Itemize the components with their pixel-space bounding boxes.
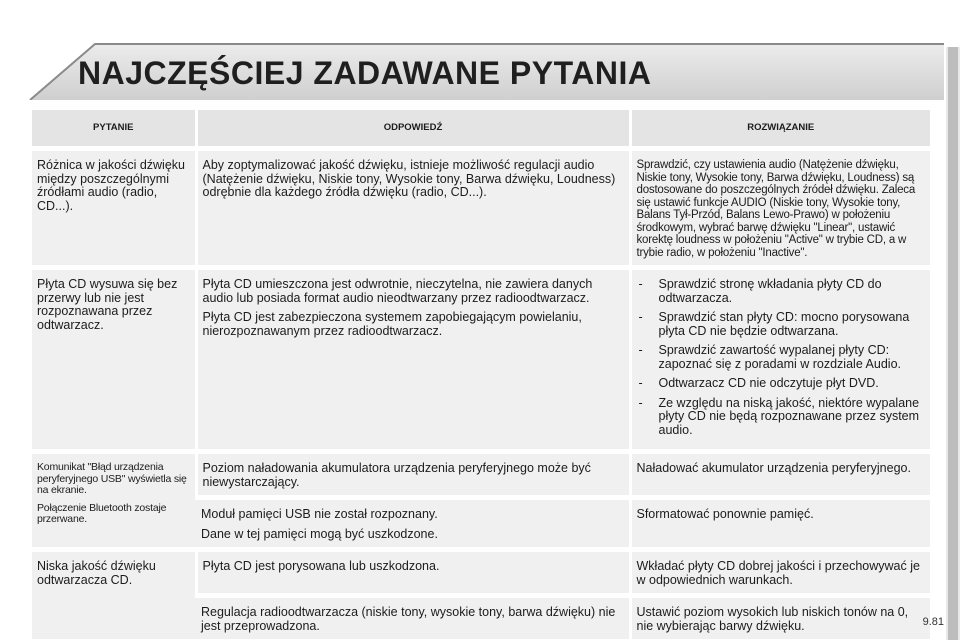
solution-cell: Sprawdzić, czy ustawienia audio (Natężenie dźwięku, Niskie tony, Wysokie tony, Barwa dźwięku, Loudness) są dostosowane do poszczególnych źródeł dźwięku. Zaleca się ustawić funkcje AUDIO (Niskie tony, Wysokie tony, Balans Tył-Przód, Balans Lewo-Prawo) w położeniu środkowym, wybrać barwę dźwięku "Linear", ustawić korektę loudness w położeniu "Active" w trybie CD, a w trybie radio, w położeniu "Inactive". bbox=[630, 149, 930, 268]
answer-text: Moduł pamięci USB nie został rozpoznany. bbox=[201, 507, 438, 521]
answer-cell: Aby zoptymalizować jakość dźwięku, istnieje możliwość regulacji audio (Natężenie dźwięku, Niskie tony, Wysokie tony, Barwa dźwięku, Loudness) odrębnie dla każdego źródła dźwięku (radio, CD...). bbox=[196, 149, 630, 268]
faq-table bbox=[32, 110, 930, 639]
scrollbar-thumb[interactable] bbox=[948, 47, 958, 640]
answer-cell bbox=[196, 498, 630, 550]
answer-cell: Płyta CD jest porysowana lub uszkodzona. bbox=[196, 550, 630, 596]
column-header-question: PYTANIE bbox=[32, 110, 196, 149]
list-item: - Sprawdzić zawartość wypalanej płyty CD: zapoznać się z poradami w rozdziale Audio. bbox=[637, 344, 926, 371]
question-text: Komunikat "Błąd urządzenia peryferyjnego USB" wyświetla się na ekranie. bbox=[37, 461, 187, 496]
table-row bbox=[32, 550, 930, 596]
column-header-answer: ODPOWIEDŹ bbox=[196, 110, 630, 149]
scrollbar[interactable] bbox=[946, 47, 960, 640]
solution-cell: Naładować akumulator urządzenia peryferyjnego. bbox=[630, 452, 930, 498]
table-row bbox=[32, 149, 930, 268]
list-item: - Sprawdzić stronę wkładania płyty CD do odtwarzacza. bbox=[637, 278, 926, 305]
page-title: NAJCZĘŚCIEJ ZADAWANE PYTANIA bbox=[78, 55, 652, 91]
list-item: - Sprawdzić stan płyty CD: mocno porysowana płyta CD nie będzie odtwarzana. bbox=[637, 311, 926, 338]
list-item: - Ze względu na niską jakość, niektóre wypalane płyty CD nie będą rozpoznawane przez system audio. bbox=[637, 397, 926, 438]
solution-cell: Sformatować ponownie pamięć. bbox=[630, 498, 930, 550]
solution-list bbox=[637, 278, 926, 437]
question-text: Połączenie Bluetooth zostaje przerwane. bbox=[37, 501, 167, 525]
table-row bbox=[32, 268, 930, 452]
answer-cell: Regulacja radioodtwarzacza (niskie tony, wysokie tony, barwa dźwięku) nie jest przeprowadzona. bbox=[196, 596, 630, 640]
table-row bbox=[32, 452, 930, 498]
question-cell bbox=[32, 452, 196, 550]
question-cell: Różnica w jakości dźwięku między poszczególnymi źródłami audio (radio, CD...). bbox=[32, 149, 196, 268]
page-number: 9.81 bbox=[922, 616, 944, 628]
column-header-solution: ROZWIĄZANIE bbox=[630, 110, 930, 149]
answer-cell: Poziom naładowania akumulatora urządzenia peryferyjnego może być niewystarczający. bbox=[196, 452, 630, 498]
solution-cell: Wkładać płyty CD dobrej jakości i przechowywać je w odpowiednich warunkach. bbox=[630, 550, 930, 596]
answer-text: Płyta CD umieszczona jest odwrotnie, nieczytelna, nie zawiera danych audio lub posiada format audio nieodtwarzany przez radioodtwarzacz. bbox=[202, 277, 593, 305]
answer-text: Dane w tej pamięci mogą być uszkodzone. bbox=[201, 526, 438, 541]
solution-cell: Ustawić poziom wysokich lub niskich tonów na 0, nie wybierając barwy dźwięku. bbox=[630, 596, 930, 640]
question-cell: Płyta CD wysuwa się bez przerwy lub nie jest rozpoznawana przez odtwarzacz. bbox=[32, 268, 196, 452]
answer-cell bbox=[196, 268, 630, 452]
question-cell: Niska jakość dźwięku odtwarzacza CD. bbox=[32, 550, 196, 640]
solution-cell bbox=[630, 268, 930, 452]
table-header-row bbox=[32, 110, 930, 149]
answer-text: Płyta CD jest zabezpieczona systemem zapobiegającym powielaniu, nierozpoznawanym przez radioodtwarzacz. bbox=[202, 310, 582, 338]
list-item: - Odtwarzacz CD nie odczytuje płyt DVD. bbox=[637, 377, 926, 391]
